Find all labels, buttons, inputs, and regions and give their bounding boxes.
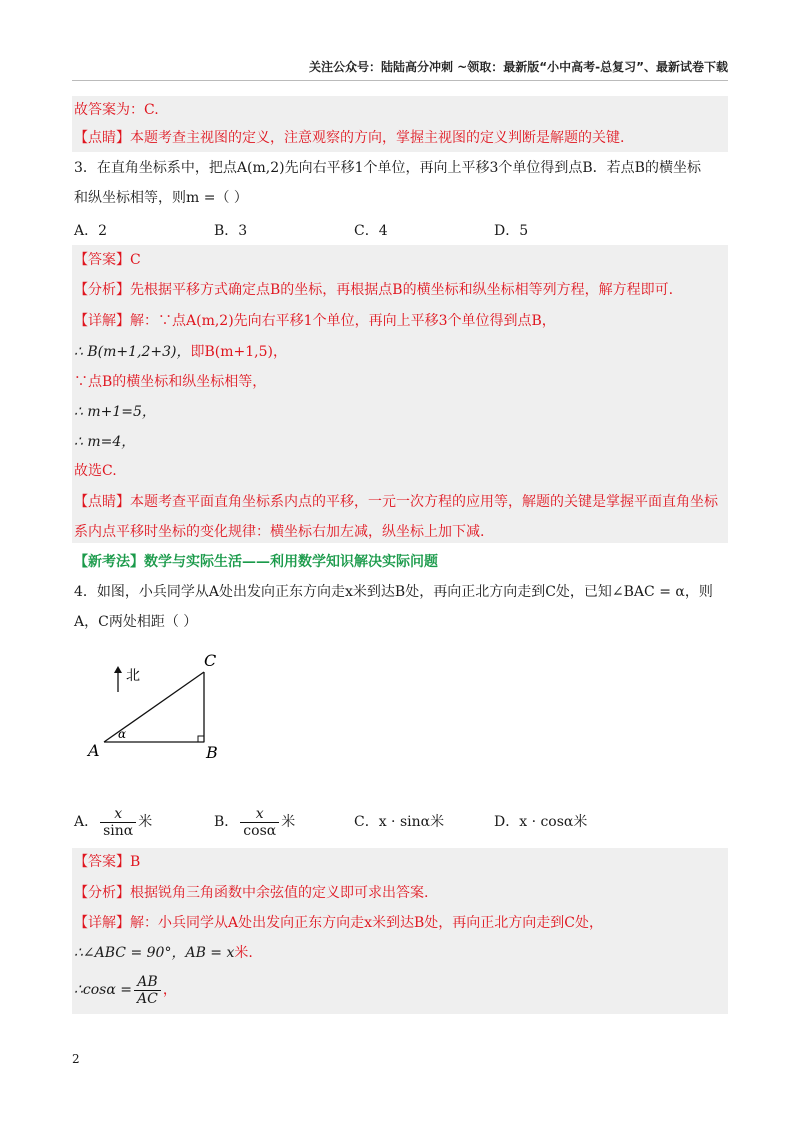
detail-math: ∴∠ABC = 90°，AB = x [74, 945, 235, 961]
detail-text: 米. [234, 945, 253, 961]
vertex-b-label: B [206, 743, 218, 762]
q3-analysis [74, 280, 673, 300]
vertex-c-label: C [204, 651, 217, 670]
answer-tag: 【答案】 [74, 854, 130, 870]
north-label: 北 [126, 668, 140, 684]
fraction-numerator: x [240, 806, 279, 823]
q3-detail-line5: ∴ m=4， [74, 434, 136, 450]
q4-option-c: C．x · sinα米 [354, 814, 445, 830]
q4-detail-line2 [74, 943, 253, 963]
q4-option-d: D．x · cosα米 [494, 814, 588, 830]
q3-detail-line6: 故选C. [74, 463, 117, 479]
q3-stem-line1: 3．在直角坐标系中，把点A(m,2)先向右平移1个单位，再向上平移3个单位得到点B．若点B的横坐标 [74, 160, 701, 176]
analysis-tag: 【分析】 [74, 282, 130, 298]
q3-comment-line1 [74, 492, 718, 512]
q3-answer [74, 250, 141, 270]
detail-math: ∴cosα = [74, 982, 132, 998]
option-unit: 米 [138, 814, 153, 830]
comment-text: 本题考查平面直角坐标系内点的平移，一元一次方程的应用等，解题的关键是掌握平面直角坐标 [130, 494, 718, 510]
q4-stem-line1: 4．如图，小兵同学从A处出发向正东方向走x米到达B处，再向正北方向走到C处，已知∠BAC = α，则 [74, 584, 713, 600]
page-header: 关注公众号：陆陆高分冲刺 ~领取：最新版“小中高考-总复习”、最新试卷下载 [309, 60, 728, 74]
detail-text: 即B(m+1,5)， [190, 344, 287, 360]
q4-option-b [214, 805, 295, 839]
q3-detail-line2 [74, 342, 287, 362]
q3-option-b: B．3 [214, 223, 248, 239]
fraction-numerator: AB [134, 974, 161, 991]
angle-alpha-label: α [118, 727, 127, 741]
fraction-numerator: x [100, 806, 136, 823]
q2-comment [74, 128, 624, 148]
detail-tag: 【详解】 [74, 915, 130, 931]
q2-answer-line: 故答案为：C. [74, 102, 159, 118]
q3-option-d: D．5 [494, 223, 529, 239]
page-number: 2 [72, 1052, 80, 1066]
fraction-denominator: cosα [243, 822, 277, 839]
detail-text: 解：∵点A(m,2)先向右平移1个单位，再向上平移3个单位得到点B， [130, 313, 556, 329]
section-tag: 【新考法】 [74, 554, 144, 570]
fraction-denominator: AC [137, 990, 158, 1007]
q3-option-c: C．4 [354, 223, 388, 239]
detail-text: ， [162, 982, 177, 998]
q4-triangle-figure [80, 646, 240, 770]
q3-detail-line1 [74, 311, 556, 331]
option-unit: 米 [281, 814, 296, 830]
q4-stem-line2: A，C两处相距（ ） [74, 614, 198, 630]
north-arrowhead-icon [114, 666, 122, 673]
detail-text: 解：小兵同学从A处出发向正东方向走x米到达B处，再向正北方向走到C处， [130, 915, 604, 931]
option-prefix: A． [74, 814, 99, 830]
right-angle-mark [198, 736, 204, 742]
section-heading [74, 552, 438, 572]
analysis-tag: 【分析】 [74, 885, 130, 901]
q3-detail-line3: ∵点B的横坐标和纵坐标相等， [74, 374, 267, 390]
detail-tag: 【详解】 [74, 313, 130, 329]
option-fraction [240, 806, 279, 839]
cos-fraction [134, 974, 161, 1007]
detail-math: ∴ B(m+1,2+3)， [74, 344, 191, 360]
q4-analysis [74, 883, 428, 903]
answer-tag: 【答案】 [74, 252, 130, 268]
option-prefix: B． [214, 814, 239, 830]
fraction-denominator: sinα [103, 822, 134, 839]
comment-tag: 【点睛】 [74, 130, 130, 146]
q4-detail-line3 [74, 972, 177, 1008]
q4-answer [74, 852, 140, 872]
q4-detail-line1 [74, 913, 603, 933]
triangle-svg [80, 646, 240, 766]
option-fraction [100, 806, 136, 839]
q3-option-a: A．2 [74, 223, 108, 239]
analysis-text: 先根据平移方式确定点B的坐标，再根据点B的横坐标和纵坐标相等列方程，解方程即可. [130, 282, 674, 298]
q3-comment-line2: 系内点平移时坐标的变化规律：横坐标右加左减，纵坐标上加下减. [74, 524, 485, 540]
q3-detail-line4: ∴ m+1=5， [74, 404, 156, 420]
analysis-text: 根据锐角三角函数中余弦值的定义即可求出答案. [130, 885, 429, 901]
q3-stem-line2: 和纵坐标相等，则m =（ ） [74, 190, 248, 206]
q4-option-a [74, 805, 152, 839]
header-divider [72, 80, 728, 81]
section-title: 数学与实际生活——利用数学知识解决实际问题 [144, 554, 438, 570]
comment-tag: 【点睛】 [74, 494, 130, 510]
comment-text: 本题考查主视图的定义，注意观察的方向，掌握主视图的定义判断是解题的关键. [130, 130, 625, 146]
vertex-a-label: A [88, 741, 100, 760]
answer-value: B [130, 854, 141, 870]
answer-value: C [130, 252, 141, 268]
